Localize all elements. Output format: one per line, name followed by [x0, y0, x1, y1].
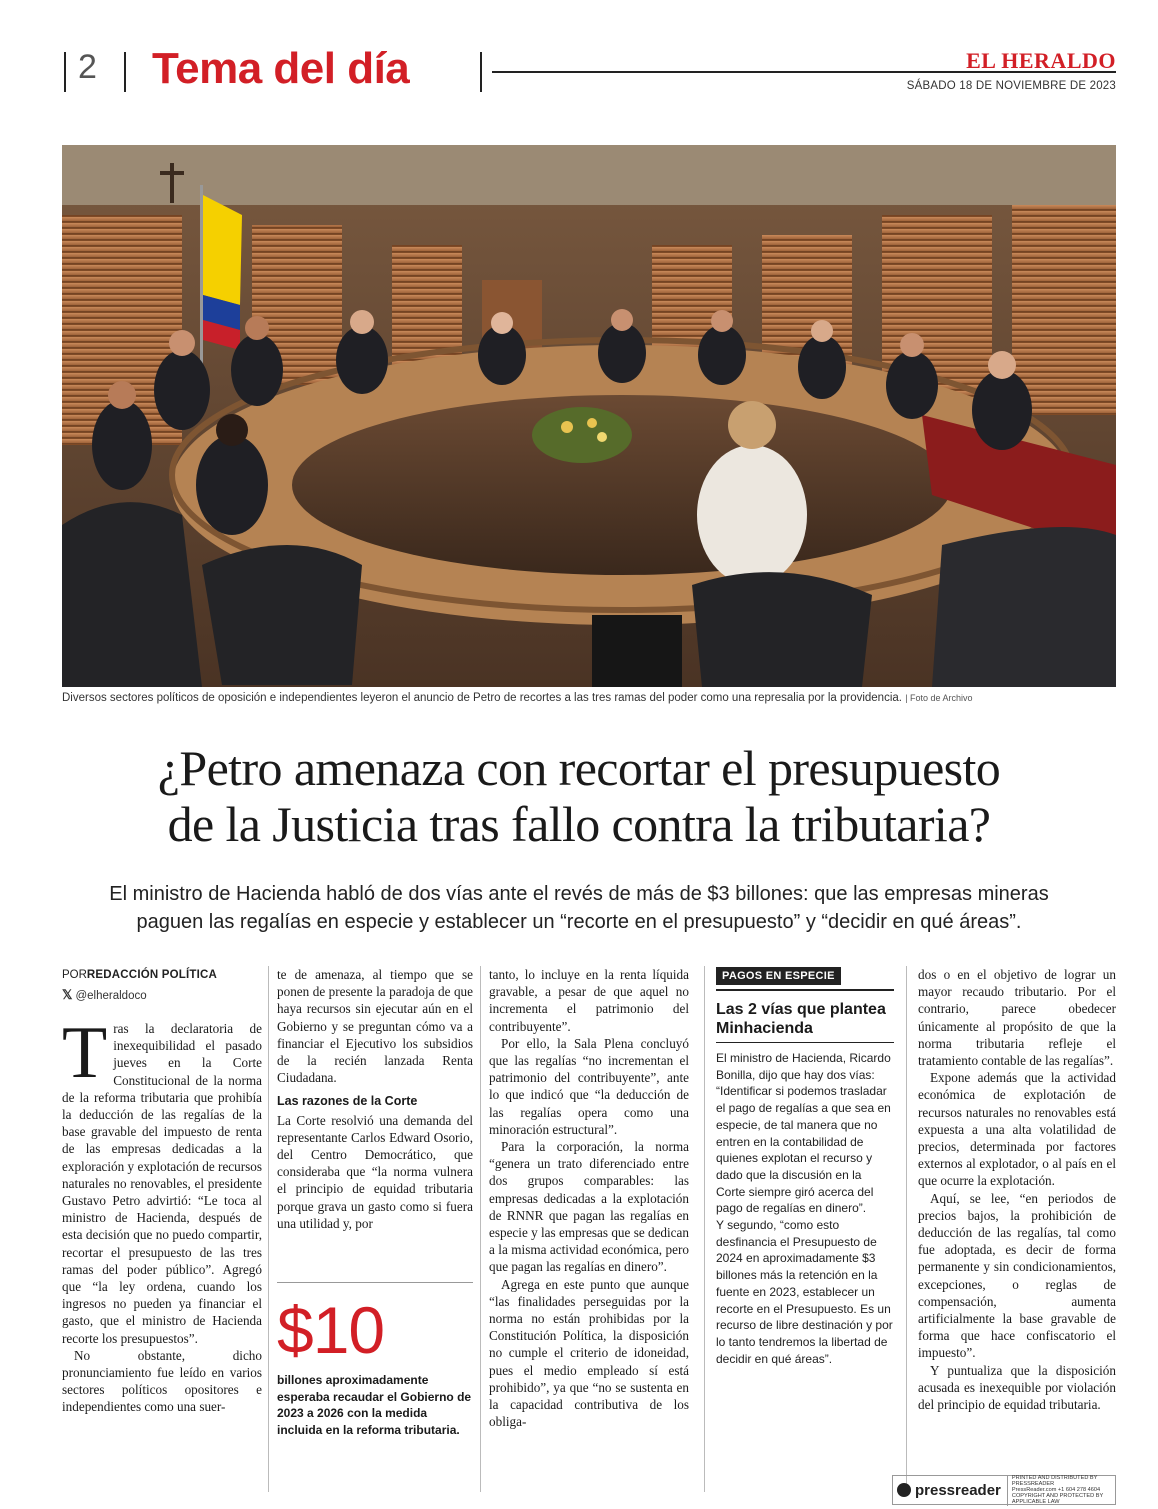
article-paragraph: Y puntualiza que la disposición acusada es inexequible por violación del principio de equidad tributaria.: [918, 1362, 1116, 1413]
pressreader-badge: [892, 1475, 1116, 1505]
sidebar-paragraph: Y segundo, “como esto desfinancia el Presupuesto de 2024 en aproximadamente $3 billones más la retención en la fuente en 2023, establecer un recorte en el Presupuesto. Es un recurso de libre destinación y por lo tanto tendremos la libertad de decidir en qué áreas”.: [716, 1218, 893, 1366]
column-rule: [704, 966, 705, 1492]
article-paragraph: No obstante, dicho pronunciamiento fue leído en varios sectores políticos opositores e independientes como una suer-: [62, 1347, 262, 1415]
byline-prefix: POR: [62, 969, 87, 981]
article-paragraph: Agrega en este punto que aunque “las finalidades perseguidas por la norma no están prohibidas por la Constitución Política, la disposición no cumple el criterio de idoneidad, pues el medio empleado sí está prohibido”, ya que “no se sustenta en la capacidad contributiva de los obliga-: [489, 1276, 689, 1430]
handle-text: @elheraldoco: [75, 990, 147, 1002]
social-handle: [62, 987, 147, 1003]
article-paragraph: Aquí, se lee, “en periodos de precios bajos, la prohibición de deducción de las regalías, tal como fue adoptada, es decir de forma permanente y sin condicionamientos, excepciones, o reglas de compensación, aumenta artificialmente la base gravable de forma que hace confiscatorio el impuesto”.: [918, 1190, 1116, 1361]
caption-text: Diversos sectores políticos de oposición e independientes leyeron el anuncio de Petro de recortes a las tres ramas del poder como una represalia por la providencia.: [62, 692, 902, 704]
x-logo-icon: 𝕏: [62, 987, 73, 1002]
sidebar-rule: [716, 989, 894, 991]
section-title: Tema del día: [152, 44, 410, 93]
headline: [40, 740, 1118, 852]
article-paragraph: Para la corporación, la norma “genera un trato diferenciado entre dos grupos comparables: las empresas dedicadas a la explotación de RNNR que pagan las regalías en especie y las empresas que se dedican a la misma actividad económica, pero que pagan las regalías en dinero”.: [489, 1139, 689, 1275]
photo-credit: | Foto de Archivo: [905, 693, 973, 703]
dropcap: T: [62, 1012, 108, 1094]
pressreader-fineprint: PRINTED AND DISTRIBUTED BY PRESSREADER PressReader.com +1 604 278 4604 COPYRIGHT AND PROTECTED BY APPLICABLE LAW: [1007, 1475, 1115, 1506]
column-rule: [906, 966, 907, 1492]
deck-line-2: paguen las regalías en especie y establecer un “recorte en el presupuesto” y “decidir en qué áreas”.: [136, 911, 1022, 933]
headline-line-1: ¿Petro amenaza con recortar el presupuesto: [157, 740, 1001, 796]
sidebar-tag: PAGOS EN ESPECIE: [716, 967, 841, 985]
pressreader-logo: pressreader: [893, 1482, 1007, 1499]
courtroom-photo: [62, 145, 1116, 687]
sidebar-rule-2: [716, 1042, 894, 1043]
deck-line-1: El ministro de Hacienda habló de dos vías ante el revés de más de $3 billones: que las empresas mineras: [109, 883, 1049, 905]
article-column-2: [277, 966, 473, 1232]
photo-caption: [62, 692, 1116, 704]
stat-rule: [277, 1282, 473, 1283]
article-paragraph: tanto, lo incluye en la renta líquida gravable, a pesar de que aquel no incrementa el patrimonio del contribuyente”.: [489, 967, 689, 1034]
headline-line-2: de la Justicia tras fallo contra la tributaria?: [167, 796, 991, 852]
byline: [62, 969, 217, 981]
article-paragraph: dos o en el objetivo de lograr un mayor recaudo tributario. Por el contrario, parece obedecer únicamente al propósito de que la norma tributaria refleje el tratamiento contable de las regalías”.: [918, 967, 1116, 1069]
article-column-1: [62, 1012, 262, 1416]
byline-author: REDACCIÓN POLÍTICA: [86, 969, 218, 981]
header-divider-left: [64, 52, 66, 92]
page-number: 2: [78, 48, 97, 86]
deck: [40, 880, 1118, 936]
column-rule: [268, 966, 269, 1492]
header-divider-right: [480, 52, 482, 92]
sidebar-title: Las 2 vías que plantea Minhacienda: [716, 1001, 886, 1037]
article-paragraph: te de amenaza, al tiempo que se ponen de presente la paradoja de que haya recursos sin ejecutar aún en el Gobierno y se preguntan cómo va a financiar el Ejecutivo los subsidios de la recién lanzada Renta Ciudadana.: [277, 967, 473, 1086]
stat-text: billones aproximadamente esperaba recaudar el Gobierno de 2023 a 2026 con la medida incluida en la reforma tributaria.: [277, 1373, 472, 1437]
article-paragraph: Expone además que la actividad económica de explotación de recursos naturales no renovables está expuesta a una alta volatilidad de precios, determinada por factores externos al explotador, o al país en el que ocurre la explotación.: [918, 1070, 1116, 1189]
pressreader-icon: [897, 1483, 911, 1497]
lead-photo: [62, 145, 1116, 687]
article-column-3: [489, 966, 689, 1430]
article-paragraph: La Corte resolvió una demanda del representante Carlos Edward Osorio, del Centro Democrático, que consideraba que “la norma vulnera el principio de equidad tributaria porque grava un gasto como si fuera una utilidad y, por: [277, 1112, 473, 1231]
article-paragraph: Tras la declaratoria de inexequibilidad el pasado jueves en la Corte Constitucional de la norma de la reforma tributaria que prohibía la deducción de las regalías de la base gravable del impuesto de renta de las empresas dedicadas a la exploración y explotación de recursos naturales no renovables, el presidente Gustavo Petro advirtió: “Le toca al ministro de Hacienda, después de esta decisión que no puedo compartir, recortar el presupuesto de las tres ramas del poder público”. Agregó que “la ley ordena, cuando los ingresos no pueden ya financiar el gasto, que el ministro de Hacienda recorte los presupuestos”.: [62, 1012, 262, 1346]
header-divider-mid: [124, 52, 126, 92]
sidebar-body: [716, 1050, 894, 1367]
sidebar-paragraph: El ministro de Hacienda, Ricardo Bonilla, dijo que hay dos vías: “Identificar si podemos trasladar el pago de regalías a que sea en especie, de tal manera que no entren en la contabilidad de quienes explotan el recurso y dado que la discusión en la Corte siempre giró acerca del pago de regalías en dinero”.: [716, 1051, 891, 1216]
stat-figure: $10: [277, 1293, 385, 1367]
article-column-5: [918, 966, 1116, 1413]
article-subhead: Las razones de la Corte: [277, 1094, 418, 1109]
issue-date: SÁBADO 18 DE NOVIEMBRE DE 2023: [906, 80, 1116, 92]
column-rule: [480, 966, 481, 1492]
article-paragraph: Por ello, la Sala Plena concluyó que las regalías “no incrementan el patrimonio del contribuyente”, ante lo que indicó que “la deducción de las regalías opera como una minoración estructural”.: [489, 1035, 689, 1137]
masthead-logo: EL HERALDO: [966, 48, 1116, 73]
